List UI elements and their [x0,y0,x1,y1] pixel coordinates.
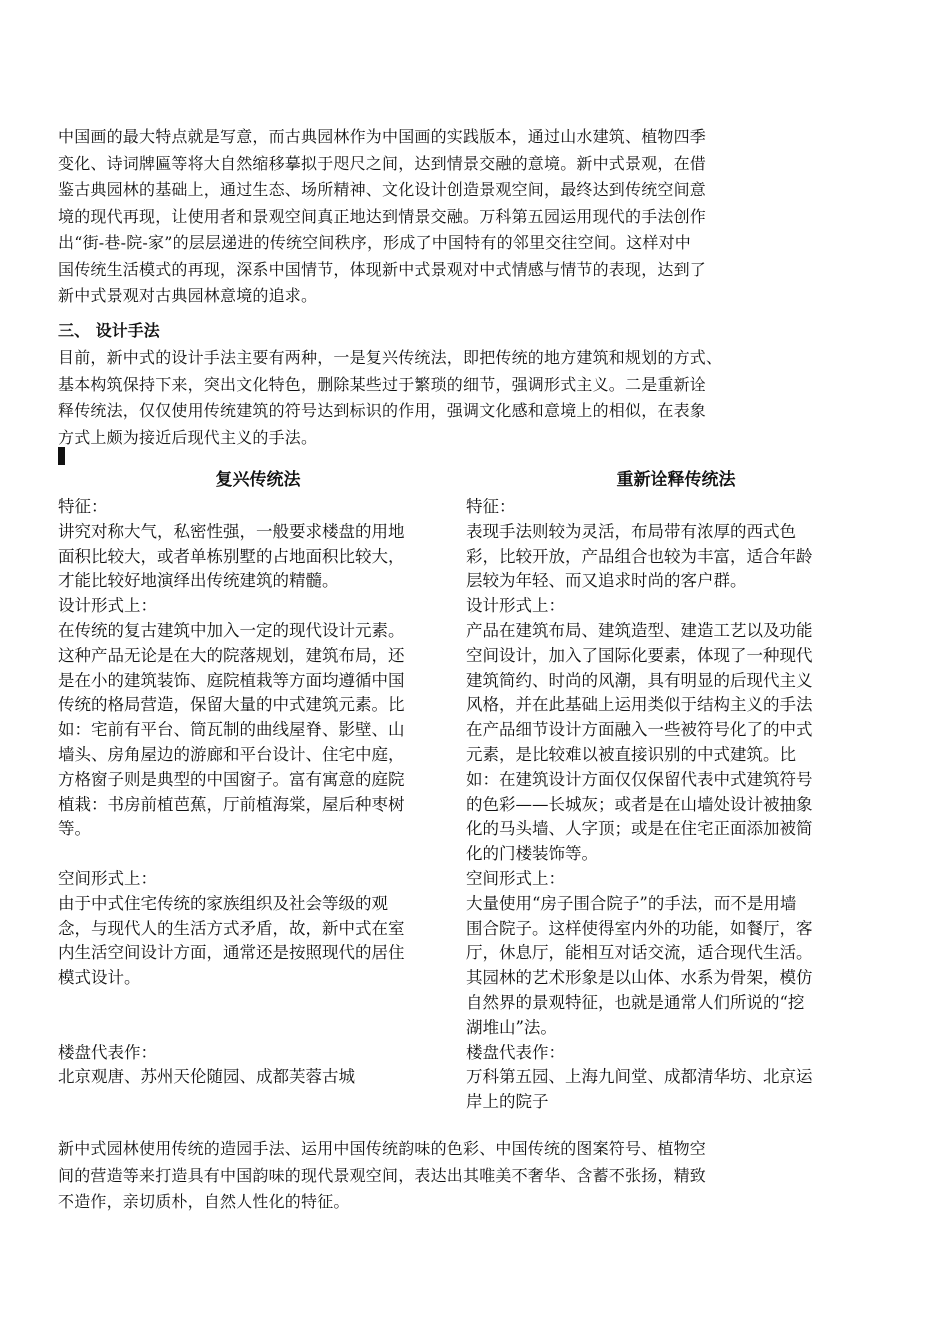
works-label: 楼盘代表作： [58,1042,157,1062]
text-line: 念，与现代人的生活方式矛盾，故，新中式在室 [58,918,405,938]
text-line: 境的现代再现，让使用者和景观空间真正地达到情景交融。万科第五园运用现代的手法创作 [58,206,707,226]
text-line: 北京观唐、苏州天伦随园、成都芙蓉古城 [58,1067,355,1087]
section-heading: 三、 设计手法 [58,321,160,340]
text-line: 等。 [58,819,91,839]
text-line: 化的马头墙、人字顶；或是在住宅正面添加被简 [466,819,813,839]
text-line: 方格窗子则是典型的中国窗子。富有寓意的庭院 [58,769,405,789]
text-line: 层较为年轻、而又追求时尚的客户群。 [466,571,747,591]
text-line: 是在小的建筑装饰、庭院植栽等方面均遵循中国 [58,670,405,690]
text-line: 这种产品无论是在大的院落规划，建筑布局，还 [58,645,405,665]
text-line: 基本构筑保持下来，突出文化特色，删除某些过于繁琐的细节，强调形式主义。二是重新诠 [58,374,707,394]
text-line: 变化、诗词牌匾等将大自然缩移摹拟于咫尺之间，达到情景交融的意境。新中式景观，在借 [58,153,707,173]
space-label: 空间形式上： [466,868,565,888]
text-line: 新中式园林使用传统的造园手法、运用中国传统韵味的色彩、中国传统的图案符号、植物空 [58,1139,707,1158]
text-line: 化的门楼装饰等。 [466,844,598,864]
compare-column-left [58,465,458,1090]
text-line: 厅，休息厅，能相互对话交流，适合现代生活。 [466,943,813,963]
text-line: 岸上的院子 [466,1092,549,1112]
features-label: 特征： [58,497,108,516]
text-line: 的色彩——长城灰；或者是在山墙处设计被抽象 [466,794,813,814]
design-label: 设计形式上： [58,596,157,616]
text-line: 中国画的最大特点就是写意，而古典园林作为中国画的实践版本，通过山水建筑、植物四季 [58,127,707,146]
text-line: 其园林的艺术形象是以山体、水系为骨架，模仿 [466,968,813,988]
text-line: 不造作，亲切质朴，自然人性化的特征。 [58,1192,350,1211]
text-line: 新中式景观对古典园林意境的追求。 [58,286,318,305]
text-line: 建筑简约、时尚的风潮，具有明显的后现代主义 [466,670,813,690]
section3-paragraph [58,345,722,451]
text-line: 讲究对称大气，私密性强，一般要求楼盘的用地 [58,521,405,541]
text-cursor-marker [58,447,65,465]
text-line: 围合院子。这样使得室内外的功能，如餐厅，客 [466,918,813,938]
features-label: 特征： [466,497,516,516]
text-line: 模式设计。 [58,968,141,988]
text-line: 墙头、房角屋边的游廊和平台设计、住宅中庭， [58,744,405,764]
text-line: 风格，并在此基础上运用类似于结构主义的手法 [466,695,813,715]
conclusion-paragraph [58,1136,706,1216]
spacer [58,842,458,867]
text-line: 方式上颇为接近后现代主义的手法。 [58,427,318,447]
text-line: 由于中式住宅传统的家族组织及社会等级的观 [58,893,388,913]
text-line: 产品在建筑布局、建筑造型、建造工艺以及功能 [466,620,813,640]
spacer [58,991,458,1016]
works-label: 楼盘代表作： [466,1042,565,1062]
text-line: 内生活空间设计方面，通常还是按照现代的居住 [58,943,405,963]
text-line: 释传统法，仅仅使用传统建筑的符号达到标识的作用，强调文化感和意境上的相似，在表象 [58,401,707,420]
compare-column-right [466,465,886,1115]
text-line: 彩，比较开放，产品组合也较为丰富，适合年龄 [466,546,813,566]
text-line: 间的营造等来打造具有中国韵味的现代景观空间，表达出其唯美不奢华、含蓄不张扬，精致 [58,1165,707,1185]
text-line: 面积比较大，或者单栋别墅的占地面积比较大， [58,546,405,566]
text-line: 湖堆山”法。 [466,1017,557,1037]
column-title: 复兴传统法 [215,470,301,490]
text-line: 大量使用“房子围合院子”的手法，而不是用墙 [466,893,797,913]
text-line: 植栽：书房前植芭蕉，厅前植海棠，屋后种枣树 [58,794,405,814]
text-line: 在传统的复古建筑中加入一定的现代设计元素。 [58,620,405,640]
text-line: 在产品细节设计方面融入一些被符号化了的中式 [466,720,813,740]
text-line: 出“街-巷-院-家”的层层递进的传统空间秩序，形成了中国特有的邻里交往空间。这样对中 [58,233,691,252]
text-line: 如：在建筑设计方面仅仅保留代表中式建筑符号 [466,769,813,789]
text-line: 如：宅前有平台、筒瓦制的曲线屋脊、影壁、山 [58,720,405,740]
design-label: 设计形式上： [466,596,565,616]
intro-paragraph [58,124,706,310]
column-title: 重新诠释传统法 [616,470,736,490]
text-line: 空间设计，加入了国际化要素，体现了一种现代 [466,645,813,665]
text-line: 传统的格局营造，保留大量的中式建筑元素。比 [58,695,405,715]
spacer [58,1016,458,1041]
space-label: 空间形式上： [58,868,157,888]
text-line: 目前，新中式的设计手法主要有两种，一是复兴传统法，即把传统的地方建筑和规划的方式、 [58,348,723,367]
text-line: 自然界的景观特征，也就是通常人们所说的“挖 [466,992,805,1012]
text-line: 元素，是比较难以被直接识别的中式建筑。比 [466,744,796,764]
text-line: 国传统生活模式的再现，深系中国情节，体现新中式景观对中式情感与情节的表现，达到了 [58,259,707,279]
text-line: 才能比较好地演绎出传统建筑的精髓。 [58,571,339,591]
text-line: 表现手法则较为灵活，布局带有浓厚的西式色 [466,521,796,541]
text-line: 万科第五园、上海九间堂、成都清华坊、北京运 [466,1067,813,1087]
text-line: 鉴古典园林的基础上，通过生态、场所精神、文化设计创造景观空间，最终达到传统空间意 [58,180,707,199]
